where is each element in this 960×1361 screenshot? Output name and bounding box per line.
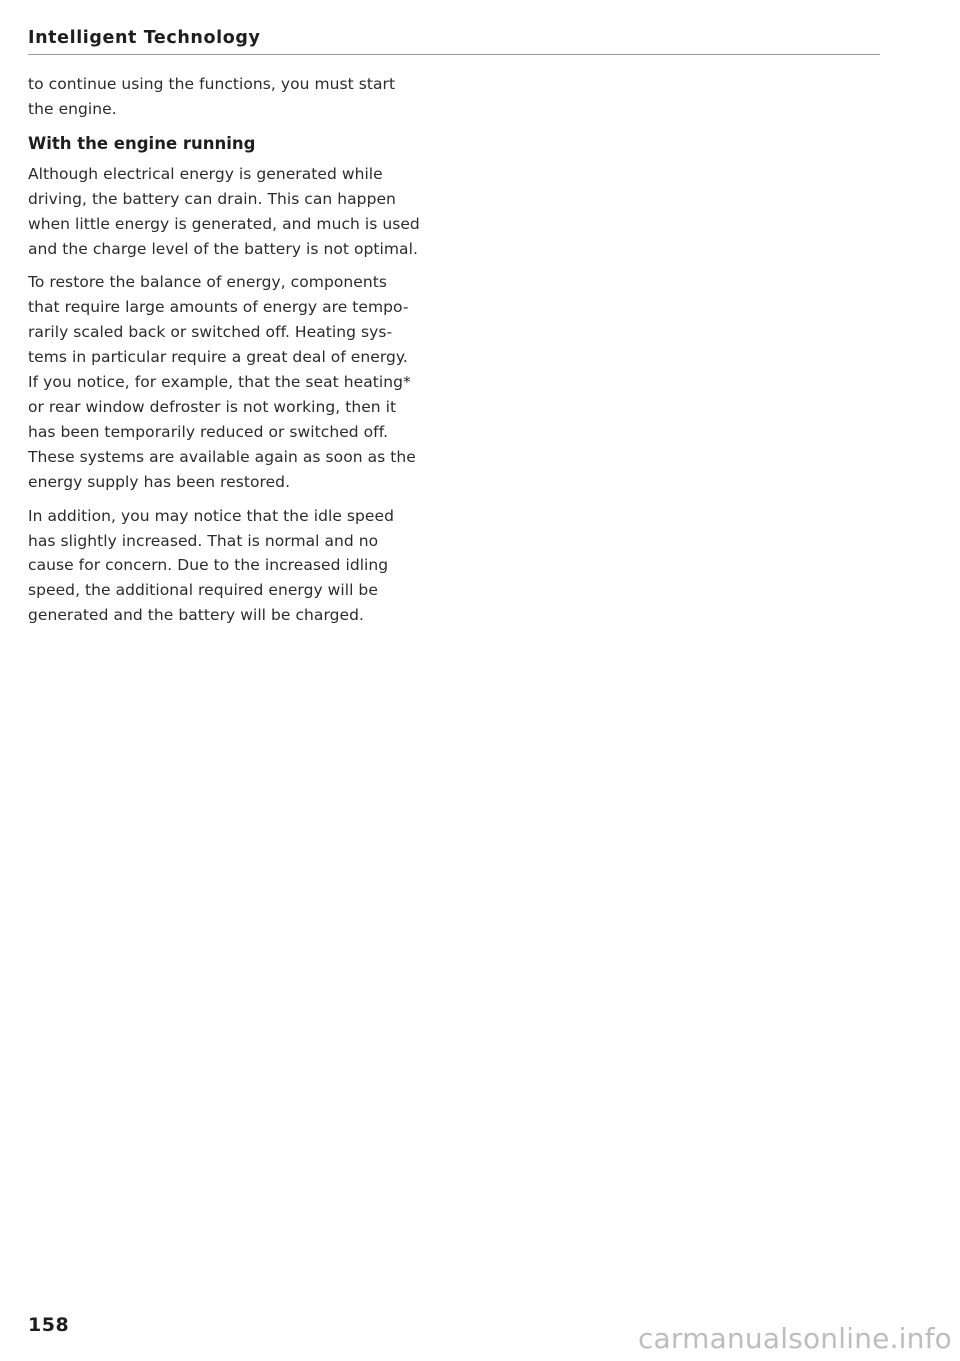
text-line: These systems are available again as soon as the [28,447,416,466]
main-content [28,72,468,637]
section-heading: With the engine running [28,133,256,153]
site-watermark: carmanualsonline.info [637,1322,952,1355]
text-line: tems in particular require a great deal of energy. [28,348,408,367]
text-line: rarily scaled back or switched off. Heating sys- [28,323,393,342]
text-line: when little energy is generated, and much is used [28,214,420,233]
text-line: has slightly increased. That is normal and no [28,531,379,550]
text-line: has been temporarily reduced or switched off. [28,422,389,441]
paragraph-3 [28,504,468,629]
text-line: energy supply has been restored. [28,472,291,491]
paragraph-1 [28,162,468,262]
text-line: or rear window defroster is not working, then it [28,397,397,416]
text-line: that require large amounts of energy are tempo- [28,298,409,317]
page-header [28,24,880,55]
text-line: In addition, you may notice that the idle speed [28,506,394,525]
text-line: If you notice, for example, that the seat heating* [28,373,411,392]
text-line: speed, the additional required energy will be [28,581,378,600]
paragraph-2 [28,270,468,494]
page-number: 158 [28,1314,70,1336]
section-title: Intelligent Technology [28,28,261,48]
intro-paragraph [28,72,468,122]
text-line: cause for concern. Due to the increased idling [28,556,389,575]
text-line: and the charge level of the battery is not optimal. [28,239,418,258]
text-line: the engine. [28,99,117,118]
text-line: Although electrical energy is generated while [28,164,383,183]
text-line: to continue using the functions, you must start [28,75,396,93]
text-line: To restore the balance of energy, components [28,273,387,292]
text-line: generated and the battery will be charged. [28,606,364,625]
text-line: driving, the battery can drain. This can happen [28,189,396,208]
